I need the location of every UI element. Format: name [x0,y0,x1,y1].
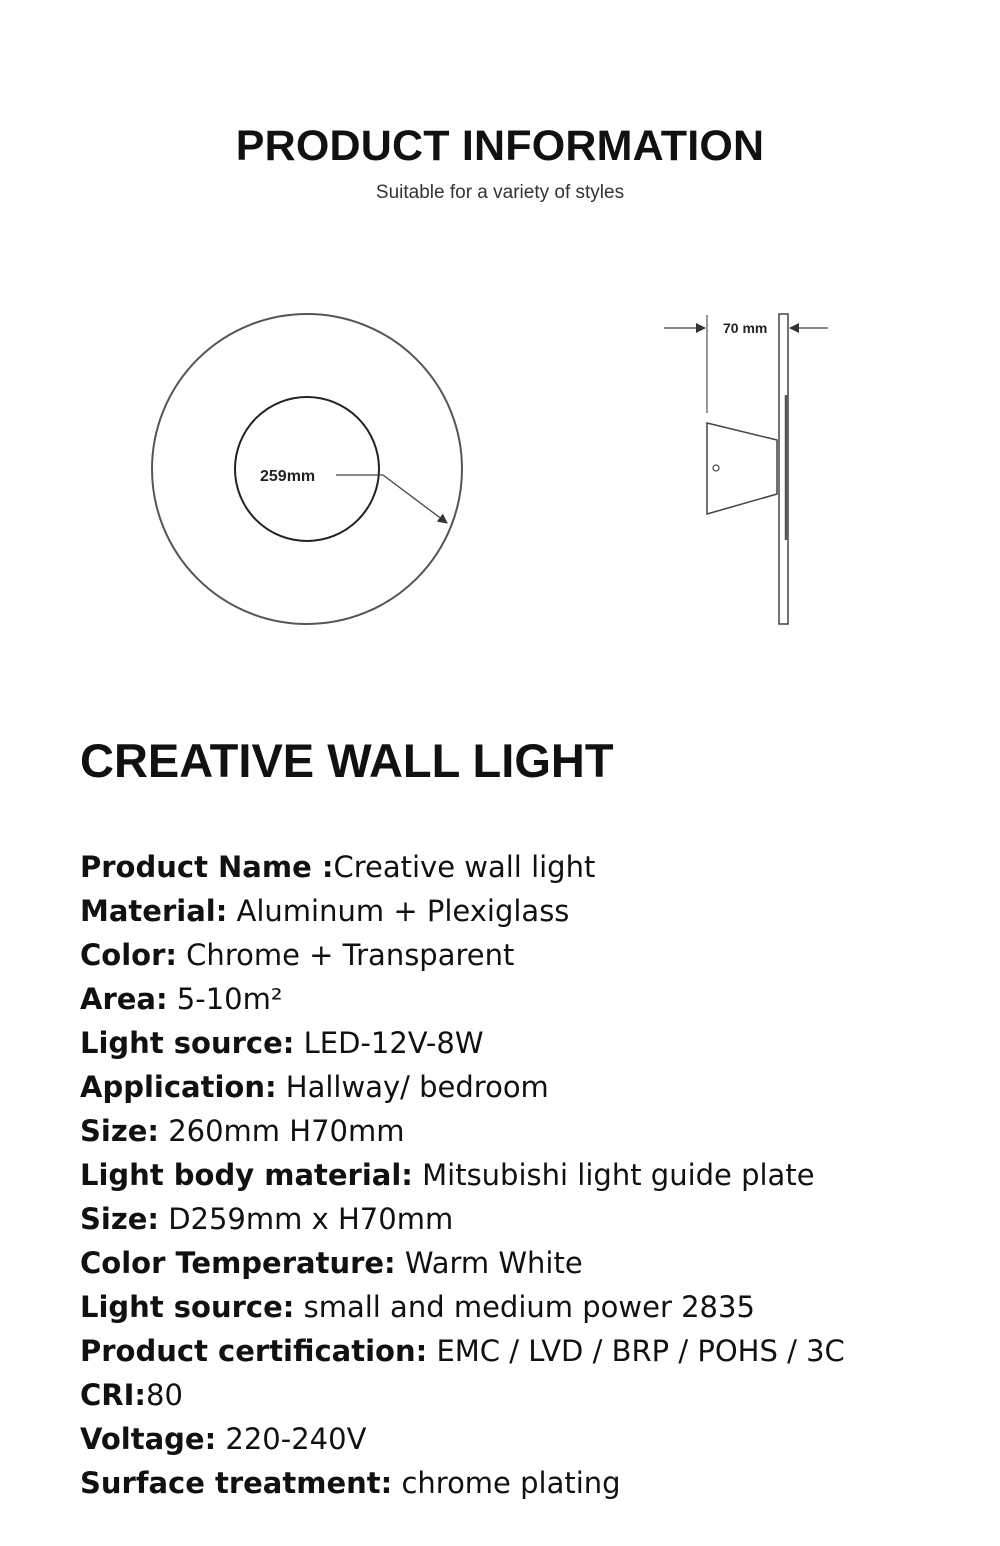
spec-row-color [80,933,980,977]
spec-row-voltage [80,1417,980,1461]
spec-value: LED-12V-8W [294,1026,484,1060]
page-subtitle: Suitable for a variety of styles [375,182,625,203]
side-mount-base [707,423,777,514]
product-heading: CREATIVE WALL LIGHT [80,734,614,787]
spec-value: 5-10m² [167,982,283,1016]
spec-value: small and medium power 2835 [294,1290,755,1324]
spec-row-cri [80,1373,980,1417]
spec-value: Mitsubishi light guide plate [412,1158,815,1192]
spec-row-area [80,977,980,1021]
spec-value: chrome plating [392,1466,621,1500]
spec-value: Aluminum + Plexiglass [227,894,570,928]
spec-label: Area: [80,982,168,1016]
spec-row-application [80,1065,980,1109]
spec-row-product-name [80,845,980,889]
dimension-diagram [0,290,1000,650]
spec-label: Surface treatment: [80,1466,393,1500]
mount-screw [713,465,719,471]
spec-row-size-2 [80,1197,980,1241]
spec-row-light-source [80,1021,980,1065]
spec-label: Size: [80,1202,159,1236]
spec-value: D259mm x H70mm [158,1202,454,1236]
spec-value: 220-240V [216,1422,367,1456]
spec-label: Light source: [80,1026,295,1060]
page-title: PRODUCT INFORMATION [235,122,765,170]
spec-row-light-body-material [80,1153,980,1197]
spec-value: 260mm H70mm [158,1114,405,1148]
spec-row-material [80,889,980,933]
spec-label: Color Temperature: [80,1246,396,1280]
spec-row-product-certification [80,1329,980,1373]
spec-label: Light body material: [80,1158,413,1192]
spec-label: Material: [80,894,228,928]
side-view-drawing [664,314,828,624]
spec-row-size [80,1109,980,1153]
spec-row-color-temperature [80,1241,980,1285]
spec-value: Creative wall light [333,850,596,884]
spec-label: Product certification: [80,1334,428,1368]
spec-label: Product Name : [80,850,334,884]
spec-value: Chrome + Transparent [176,938,515,972]
spec-value: EMC / LVD / BRP / POHS / 3C [427,1334,845,1368]
spec-label: Voltage: [80,1422,217,1456]
front-dimension-label: 259mm [260,468,316,485]
spec-value: Warm White [395,1246,583,1280]
spec-row-light-source-2 [80,1285,980,1329]
spec-label: CRI: [80,1378,147,1412]
spec-label: Application: [80,1070,277,1104]
spec-list [80,845,980,1505]
spec-row-surface-treatment [80,1461,980,1505]
spec-label: Light source: [80,1290,295,1324]
spec-value: Hallway/ bedroom [276,1070,549,1104]
spec-label: Color: [80,938,177,972]
front-view-drawing [152,314,462,624]
spec-value: 80 [146,1378,183,1412]
side-dimension-label: 70 mm [723,320,768,336]
dimension-arrow [383,475,447,523]
spec-label: Size: [80,1114,159,1148]
